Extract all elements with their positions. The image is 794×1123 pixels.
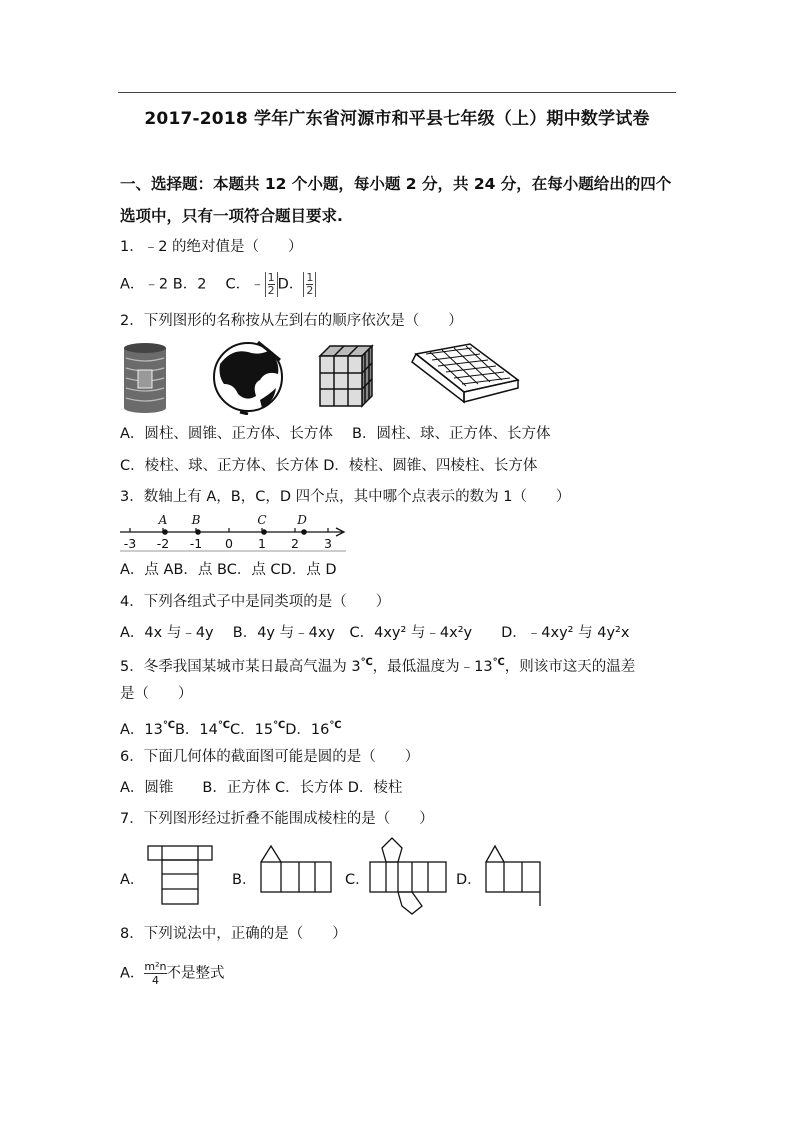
q1-fraction-d: $\frac{1}{2}$: [303, 272, 316, 297]
q3-options: A．点 AB．点 BC．点 CD．点 D: [120, 562, 337, 578]
q1-option-d: D．: [277, 276, 304, 293]
q1-option-abc: A．﹣2 B．2 C．﹣: [120, 276, 265, 293]
point-a: [162, 529, 168, 535]
q1-stem: 1．﹣2 的绝对值是（ ）: [120, 239, 303, 255]
axis-tick-label: -2: [156, 536, 170, 551]
q2-stem: 2．下列图形的名称按从左到右的顺序依次是（ ）: [120, 313, 463, 329]
header-rule: [118, 92, 676, 93]
q2-options-cd: C．棱柱、球、正方体、长方体 D．棱柱、圆锥、四棱柱、长方体: [120, 458, 538, 474]
q1-fraction-c: $\frac{1}{2}$: [265, 272, 278, 297]
celsius-unit: ℃: [492, 657, 505, 668]
q5-stem-line1: 5．冬季我国某城市某日最高气温为 3℃，最低温度为﹣13℃，则该市这天的温差: [120, 657, 636, 675]
axis-tick-label: 0: [225, 536, 233, 551]
point-label-d: D: [297, 513, 307, 527]
point-label-c: C: [257, 513, 267, 527]
axis-tick-label: -1: [189, 536, 203, 551]
q3-stem: 3．数轴上有 A，B，C，D 四个点，其中哪个点表示的数为 1（ ）: [120, 489, 571, 505]
point-d: [301, 529, 307, 535]
q1-options: [120, 272, 316, 297]
q4-options: A．4x 与﹣4y B．4y 与﹣4xy C．4xy² 与﹣4x²y D．﹣4xy² 与 4y²x: [120, 625, 630, 641]
q2-figures: [120, 340, 520, 415]
q5-stem-line2: 是（ ）: [120, 686, 193, 702]
q7-net-c: [368, 836, 450, 916]
axis-tick-label: -3: [123, 536, 137, 551]
q2-options-ab: A．圆柱、圆锥、正方体、长方体 B．圆柱、球、正方体、长方体: [120, 426, 551, 442]
cube-figure: [320, 346, 372, 406]
section-heading-line2: 选项中，只有一项符合题目要求.: [120, 207, 343, 225]
point-label-b: B: [191, 513, 201, 527]
q8-stem: 8．下列说法中，正确的是（ ）: [120, 926, 347, 942]
q7-label-c: C．: [345, 872, 370, 888]
q4-stem: 4．下列各组式子中是同类项的是（ ）: [120, 594, 391, 610]
axis-tick-label: 1: [258, 536, 266, 551]
axis-tick-label: 2: [291, 536, 299, 551]
q5-options: A．13℃B．14℃C．15℃D．16℃: [120, 720, 342, 738]
point-b: [195, 529, 201, 535]
q7-stem: 7．下列图形经过折叠不能围成棱柱的是（ ）: [120, 811, 434, 827]
q7-label-b: B．: [232, 872, 257, 888]
globe-figure: [214, 342, 282, 414]
q7-label-a: A．: [120, 872, 145, 888]
q7-net-d: [482, 842, 544, 910]
page-title: 2017-2018 学年广东省河源市和平县七年级（上）期中数学试卷: [144, 109, 650, 129]
q6-stem: 6．下面几何体的截面图可能是圆的是（ ）: [120, 749, 420, 765]
point-label-a: A: [158, 513, 168, 527]
q8-option-a: A． $\frac{\text{m²n}}{4}$ 不是整式: [120, 960, 225, 987]
q7-label-d: D．: [456, 872, 482, 888]
axis-tick-label: 3: [324, 536, 332, 551]
q7-net-a: [146, 842, 216, 908]
cylinder-figure: [124, 343, 166, 413]
q7-net-b: [258, 842, 336, 898]
section-heading-line1: 一、选择题：本题共 12 个小题，每小题 2 分，共 24 分，在每小题给出的四个: [120, 175, 672, 193]
q8-expression: $\frac{\text{m²n}}{4}$: [144, 960, 167, 987]
celsius-unit: ℃: [360, 657, 373, 668]
point-c: [261, 529, 267, 535]
q6-options: A．圆锥 B．正方体 C．长方体 D．棱柱: [120, 780, 403, 796]
cuboid-figure: [412, 344, 518, 402]
q3-number-line: [118, 512, 350, 554]
